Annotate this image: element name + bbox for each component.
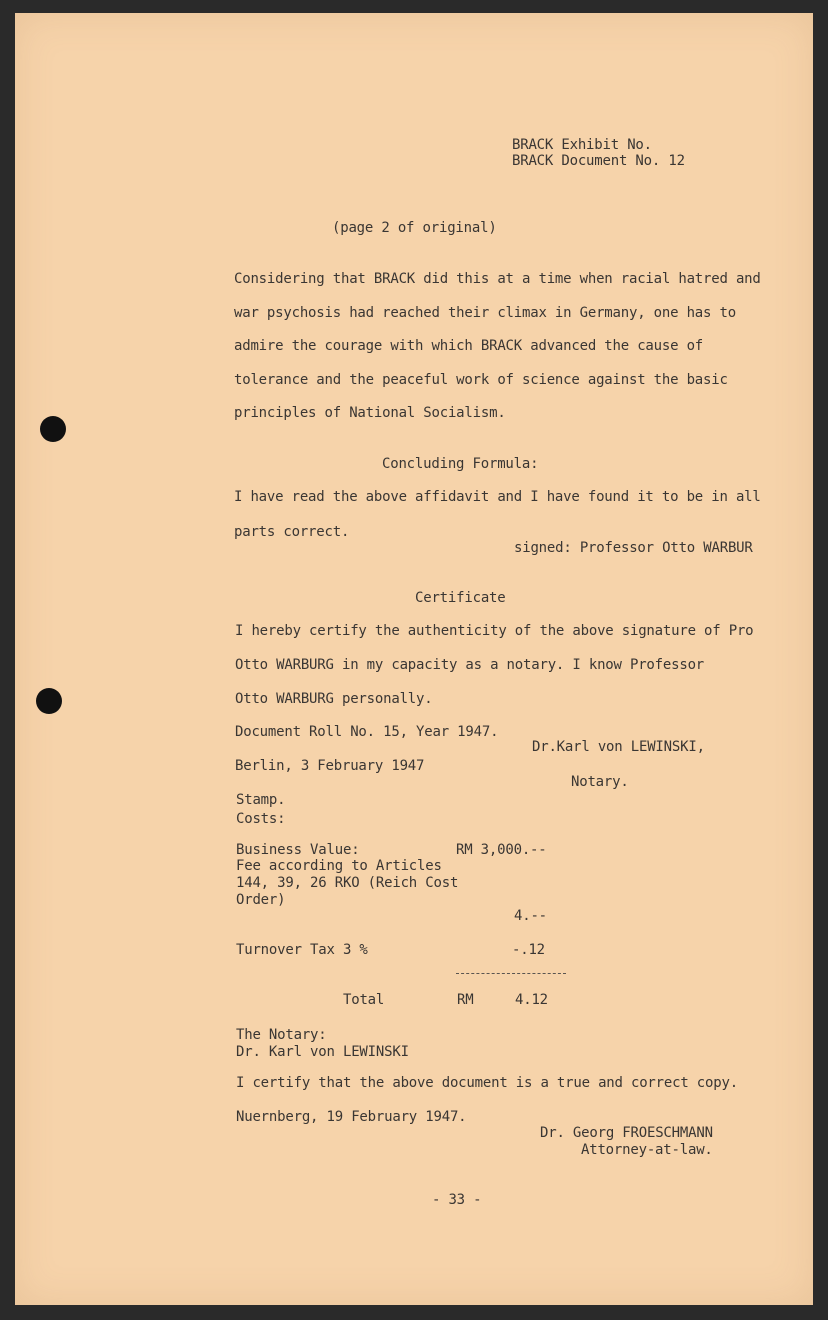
punch-hole-bottom <box>36 688 62 714</box>
certificate-line: I hereby certify the authenticity of the above signature of Pro <box>235 623 754 639</box>
paragraph-line: admire the courage with which BRACK advanced the cause of <box>234 338 704 354</box>
turnover-amount: -.12 <box>512 942 545 958</box>
fee-amount: 4.-- <box>514 908 547 924</box>
certificate-line: Otto WARBURG personally. <box>235 691 433 707</box>
document-roll: Document Roll No. 15, Year 1947. <box>235 724 499 740</box>
fee-line: Fee according to Articles <box>236 858 442 874</box>
stamp-label: Stamp. <box>236 792 286 808</box>
business-value-amount: RM 3,000.-- <box>456 842 547 858</box>
fee-line: 144, 39, 26 RKO (Reich Cost <box>236 875 459 891</box>
attorney-name: Dr. Georg FROESCHMANN <box>540 1125 713 1141</box>
total-label: Total <box>343 992 385 1008</box>
attorney-title: Attorney-at-law. <box>581 1142 713 1158</box>
copy-place-date: Nuernberg, 19 February 1947. <box>236 1109 467 1125</box>
punch-hole-top <box>40 416 66 442</box>
notary-name: Dr.Karl von LEWINSKI, <box>532 739 705 755</box>
exhibit-number: BRACK Exhibit No. <box>512 137 652 153</box>
costs-label: Costs: <box>236 811 286 827</box>
certify-copy-line: I certify that the above document is a true and correct copy. <box>236 1075 738 1091</box>
page-note: (page 2 of original) <box>332 220 497 236</box>
paragraph-line: Considering that BRACK did this at a time when racial hatred and <box>234 271 761 287</box>
document-number: BRACK Document No. 12 <box>512 153 685 169</box>
paragraph-line: war psychosis had reached their climax in Germany, one has to <box>234 305 736 321</box>
fee-line: Order) <box>236 892 286 908</box>
page-number: - 33 - <box>432 1192 482 1208</box>
total-amount: 4.12 <box>515 992 548 1008</box>
notary-title: Notary. <box>571 774 629 790</box>
paragraph-line: principles of National Socialism. <box>234 405 506 421</box>
paragraph-line: tolerance and the peaceful work of science against the basic <box>234 372 728 388</box>
concluding-line: I have read the above affidavit and I have found it to be in all <box>234 489 761 505</box>
turnover-label: Turnover Tax 3 % <box>236 942 368 958</box>
notary-footer-line: The Notary: <box>236 1027 327 1043</box>
signed-line: signed: Professor Otto WARBUR <box>514 540 753 556</box>
certificate-line: Otto WARBURG in my capacity as a notary. I know Professor <box>235 657 705 673</box>
concluding-line: parts correct. <box>234 524 350 540</box>
certificate-heading: Certificate <box>415 590 506 606</box>
place-date: Berlin, 3 February 1947 <box>235 758 425 774</box>
notary-footer-line: Dr. Karl von LEWINSKI <box>236 1044 409 1060</box>
sum-rule <box>456 973 566 975</box>
concluding-heading: Concluding Formula: <box>382 456 539 472</box>
document-page <box>15 13 813 1305</box>
business-value-label: Business Value: <box>236 842 360 858</box>
total-currency: RM <box>457 992 474 1008</box>
